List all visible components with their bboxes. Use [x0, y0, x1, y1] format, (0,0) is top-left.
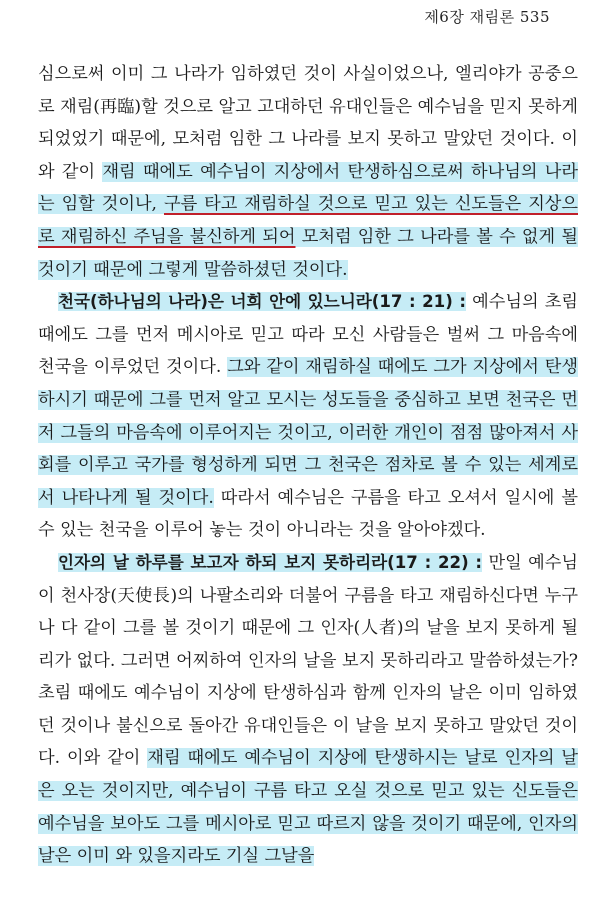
highlight — [38, 162, 578, 280]
highlighted-text: 그와 같이 재림하실 때에도 그가 지상에서 탄생하시기 때문에 그를 먼저 알고 모시는 성도들을 중심하고 보면 천국은 먼저 그들의 마음속에 이루어지는 것이고, 이러한 개인이 점점 많아져서 사회를 이루고 국가를 형성하게 되면 그 천국은 점차로 볼 수 있는 세계로서 나타나게 될 것이다. — [38, 357, 579, 508]
page-number: 535 — [519, 8, 550, 26]
text-span: 따라서 예수님은 구름을 타고 오셔서 일시에 볼 수 있는 천국을 이루어 놓는 것이 아니라는 것을 알아야겠다. — [38, 487, 578, 541]
chapter-title: 제6장 재림론 — [424, 8, 515, 26]
verse-heading: 천국(하나님의 나라)은 너희 안에 있느니라(17 : 21) : — [58, 292, 466, 312]
underlined-text: 구름 타고 재림하실 것으로 믿고 있는 신도들은 지상으로 재림하신 주님을 불신하게 되어 — [38, 194, 578, 247]
paragraph-2 — [38, 286, 578, 547]
verse-heading: 인자의 날 하루를 보고자 하되 보지 못하리라(17 : 22) : — [58, 552, 483, 572]
paragraph-3 — [38, 547, 578, 873]
body-text — [38, 58, 578, 873]
highlighted-text: 재림 때에도 예수님이 지상에서 탄생하심으로써 하나님의 나라는 임할 것이나, — [38, 161, 578, 215]
text-span: 예수님의 초림 때에도 그를 먼저 메시아로 믿고 따라 모신 사람들은 벌써 그 마음속에 천국을 이루었던 것이다. — [38, 292, 579, 378]
highlighted-text: 재림 때에도 예수님이 지상에 탄생하시는 날로 인자의 날은 오는 것이지만, 예수님이 구름 타고 오실 것으로 믿고 있는 신도들은 예수님을 보아도 그를 메시아로 믿고 따르지 않을 것이기 때문에, 인자의 날은 이미 와 있을지라도 기실 그날을 — [38, 748, 578, 867]
highlighted-text: 모처럼 임한 그 나라를 볼 수 없게 될 것이기 때문에 그렇게 말씀하셨던 것이다. — [38, 226, 578, 280]
text-span: 만일 예수님이 천사장(天使長)의 나팔소리와 더불어 구름을 타고 재림하신다면 누구나 다 같이 그를 볼 것이기 때문에 그 인자(人者)의 날을 보지 못하게 될 리가 없다. 그러면 어찌하여 인자의 날을 보지 못하리라고 말씀하셨는가? 초림 때에도 예수님이 지상에 탄생하심과 함께 인자의 날은 이미 임하였던 것이나 불신으로 돌아간 유대인들은 이 날을 보지 못하고 말았던 것이다. 이와 같이 — [38, 552, 578, 769]
text-span: 심으로써 이미 그 나라가 임하였던 것이 사실이었으나, 엘리야가 공중으로 재림(再臨)할 것으로 알고 고대하던 유대인들은 예수님을 믿지 못하게 되었었기 때문에, 모처럼 임한 그 나라를 보지 못하고 말았던 것이다. 이와 같이 — [38, 64, 578, 182]
running-header — [424, 6, 550, 27]
paragraph-1 — [38, 58, 578, 286]
